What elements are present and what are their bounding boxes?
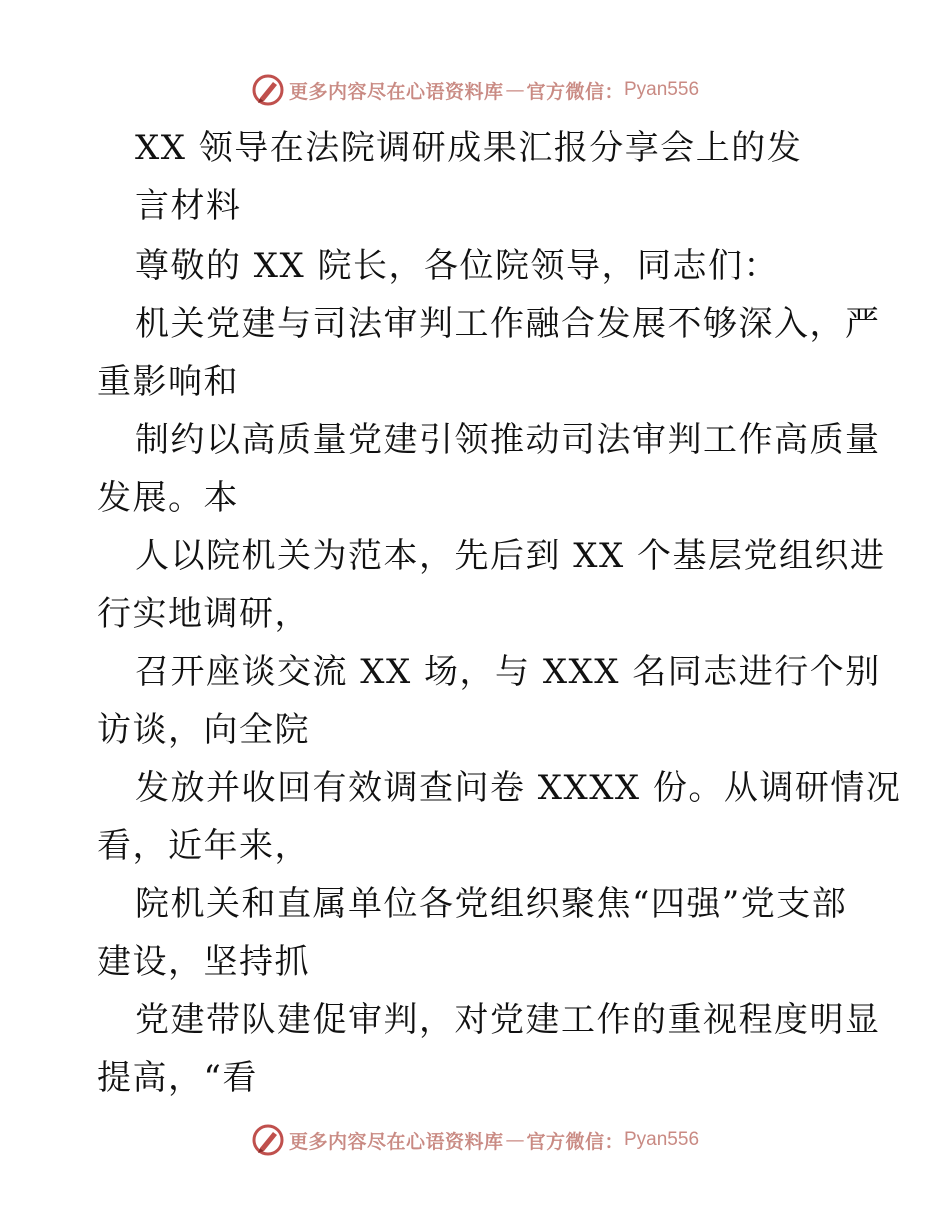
paragraph-line: 人以院机关为范本，先后到 XX 个基层党组织进 (135, 536, 886, 576)
paragraph-line: 党建带队建促审判，对党建工作的重视程度明显 (135, 1000, 881, 1040)
watermark-label: 官方微信： (526, 1130, 624, 1153)
watermark-label: 官方微信： (526, 80, 624, 103)
title-line-2: 言材料 (135, 186, 242, 226)
paragraph-line: 发放并收回有效调查问卷 XXXX 份。从调研情况 (135, 768, 902, 808)
paragraph-line: 提高，“看 (97, 1058, 258, 1098)
paragraph-line: 发展。本 (97, 478, 239, 518)
watermark-text: 更多内容尽在心语资料库 (288, 1130, 504, 1153)
watermark-wechat: Pyan556 (624, 79, 700, 100)
paragraph-line: 行实地调研， (97, 594, 310, 634)
title-line-1: XX 领导在法院调研成果汇报分享会上的发 (135, 128, 803, 168)
paragraph-line: 机关党建与司法审判工作融合发展不够深入，严 (135, 304, 881, 344)
watermark-text: 更多内容尽在心语资料库 (288, 80, 504, 103)
paragraph-line: 建设，坚持抓 (97, 942, 310, 982)
pen-circle-logo-icon (251, 1123, 285, 1157)
watermark-separator: — (505, 1129, 525, 1151)
header-watermark (0, 70, 950, 110)
paragraph-line: 院机关和直属单位各党组织聚焦“四强”党支部 (135, 884, 848, 924)
pen-circle-logo-icon (251, 73, 285, 107)
salutation: 尊敬的 XX 院长，各位院领导，同志们： (135, 246, 780, 286)
paragraph-line: 制约以高质量党建引领推动司法审判工作高质量 (135, 420, 881, 460)
paragraph-line: 重影响和 (97, 362, 239, 402)
watermark-separator: — (505, 79, 525, 101)
paragraph-line: 看，近年来， (97, 826, 310, 866)
watermark-wechat: Pyan556 (624, 1129, 700, 1150)
paragraph-line: 召开座谈交流 XX 场，与 XXX 名同志进行个别 (135, 652, 881, 692)
paragraph-line: 访谈，向全院 (97, 710, 310, 750)
footer-watermark (0, 1120, 950, 1160)
